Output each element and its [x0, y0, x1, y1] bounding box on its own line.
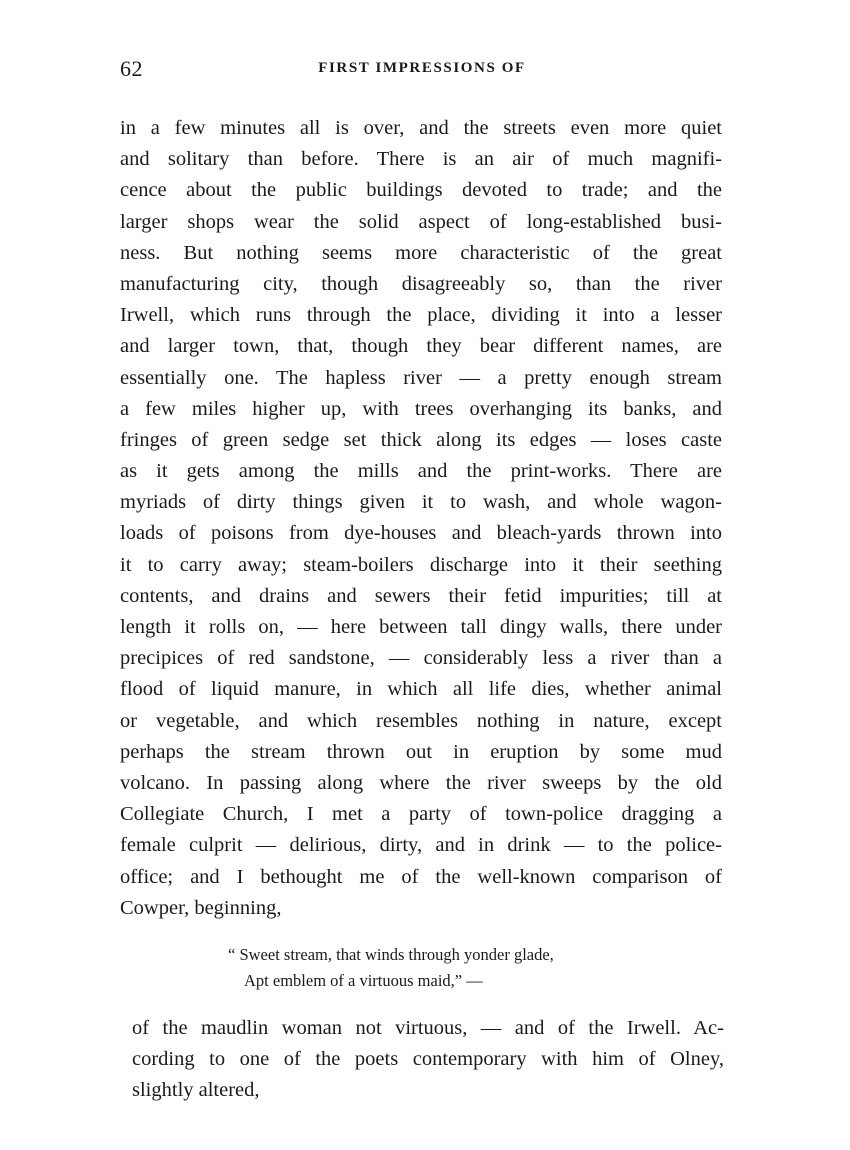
text-line: or vegetable, and which resembles nothing in nature, except — [120, 709, 722, 732]
text-line: office; and I bethought me of the well-known comparison of — [120, 865, 722, 888]
paragraph-2 — [132, 1013, 724, 1107]
verse-line: Apt emblem of a virtuous maid,” — — [244, 971, 483, 990]
text-line: loads of poisons from dye-houses and bleach-yards thrown into — [120, 522, 722, 545]
text-line: Collegiate Church, I met a party of town-police dragging a — [120, 803, 722, 826]
text-line: Irwell, which runs through the place, dividing it into a lesser — [120, 304, 722, 327]
text-line: manufacturing city, though disagreeably so, than the river — [120, 272, 722, 295]
text-line: fringes of green sedge set thick along its edges — loses caste — [120, 428, 722, 451]
text-line: perhaps the stream thrown out in eruption by some mud — [120, 740, 722, 763]
running-head — [118, 56, 726, 84]
text-line: contents, and drains and sewers their fetid impurities; till at — [120, 584, 722, 607]
text-line: slightly altered, — [132, 1079, 260, 1102]
text-line: as it gets among the mills and the print-works. There are — [120, 460, 722, 483]
verse-line: “ Sweet stream, that winds through yonder glade, — [228, 945, 554, 964]
text-line: ness. But nothing seems more characteristic of the great — [120, 241, 722, 264]
running-title: FIRST IMPRESSIONS OF — [318, 60, 526, 76]
text-line: and solitary than before. There is an air of much magnifi- — [120, 148, 722, 171]
text-line: essentially one. The hapless river — a pretty enough stream — [120, 366, 722, 389]
verse-quotation — [228, 942, 648, 994]
text-line: it to carry away; steam-boilers discharge into it their seething — [120, 553, 722, 576]
text-line: cording to one of the poets contemporary with him of Olney, — [132, 1048, 724, 1071]
text-line: in a few minutes all is over, and the streets even more quiet — [120, 117, 722, 139]
text-line: larger shops wear the solid aspect of long-established busi- — [120, 210, 722, 233]
text-line: Cowper, beginning, — [120, 896, 282, 919]
text-line: of the maudlin woman not virtuous, — and of the Irwell. Ac- — [132, 1017, 724, 1039]
text-line: flood of liquid manure, in which all life dies, whether animal — [120, 678, 722, 701]
text-line: volcano. In passing along where the river sweeps by the old — [120, 771, 722, 794]
page-number: 62 — [120, 56, 143, 81]
text-line: female culprit — delirious, dirty, and in drink — to the police- — [120, 834, 722, 857]
text-line: cence about the public buildings devoted to trade; and the — [120, 179, 722, 202]
text-line: and larger town, that, though they bear different names, are — [120, 335, 722, 358]
text-line: precipices of red sandstone, — considerably less a river than a — [120, 647, 722, 670]
paragraph-1 — [120, 113, 722, 924]
text-line: a few miles higher up, with trees overhanging its banks, and — [120, 397, 722, 420]
text-line: length it rolls on, — here between tall dingy walls, there under — [120, 616, 722, 638]
text-line: myriads of dirty things given it to wash, and whole wagon- — [120, 491, 722, 514]
